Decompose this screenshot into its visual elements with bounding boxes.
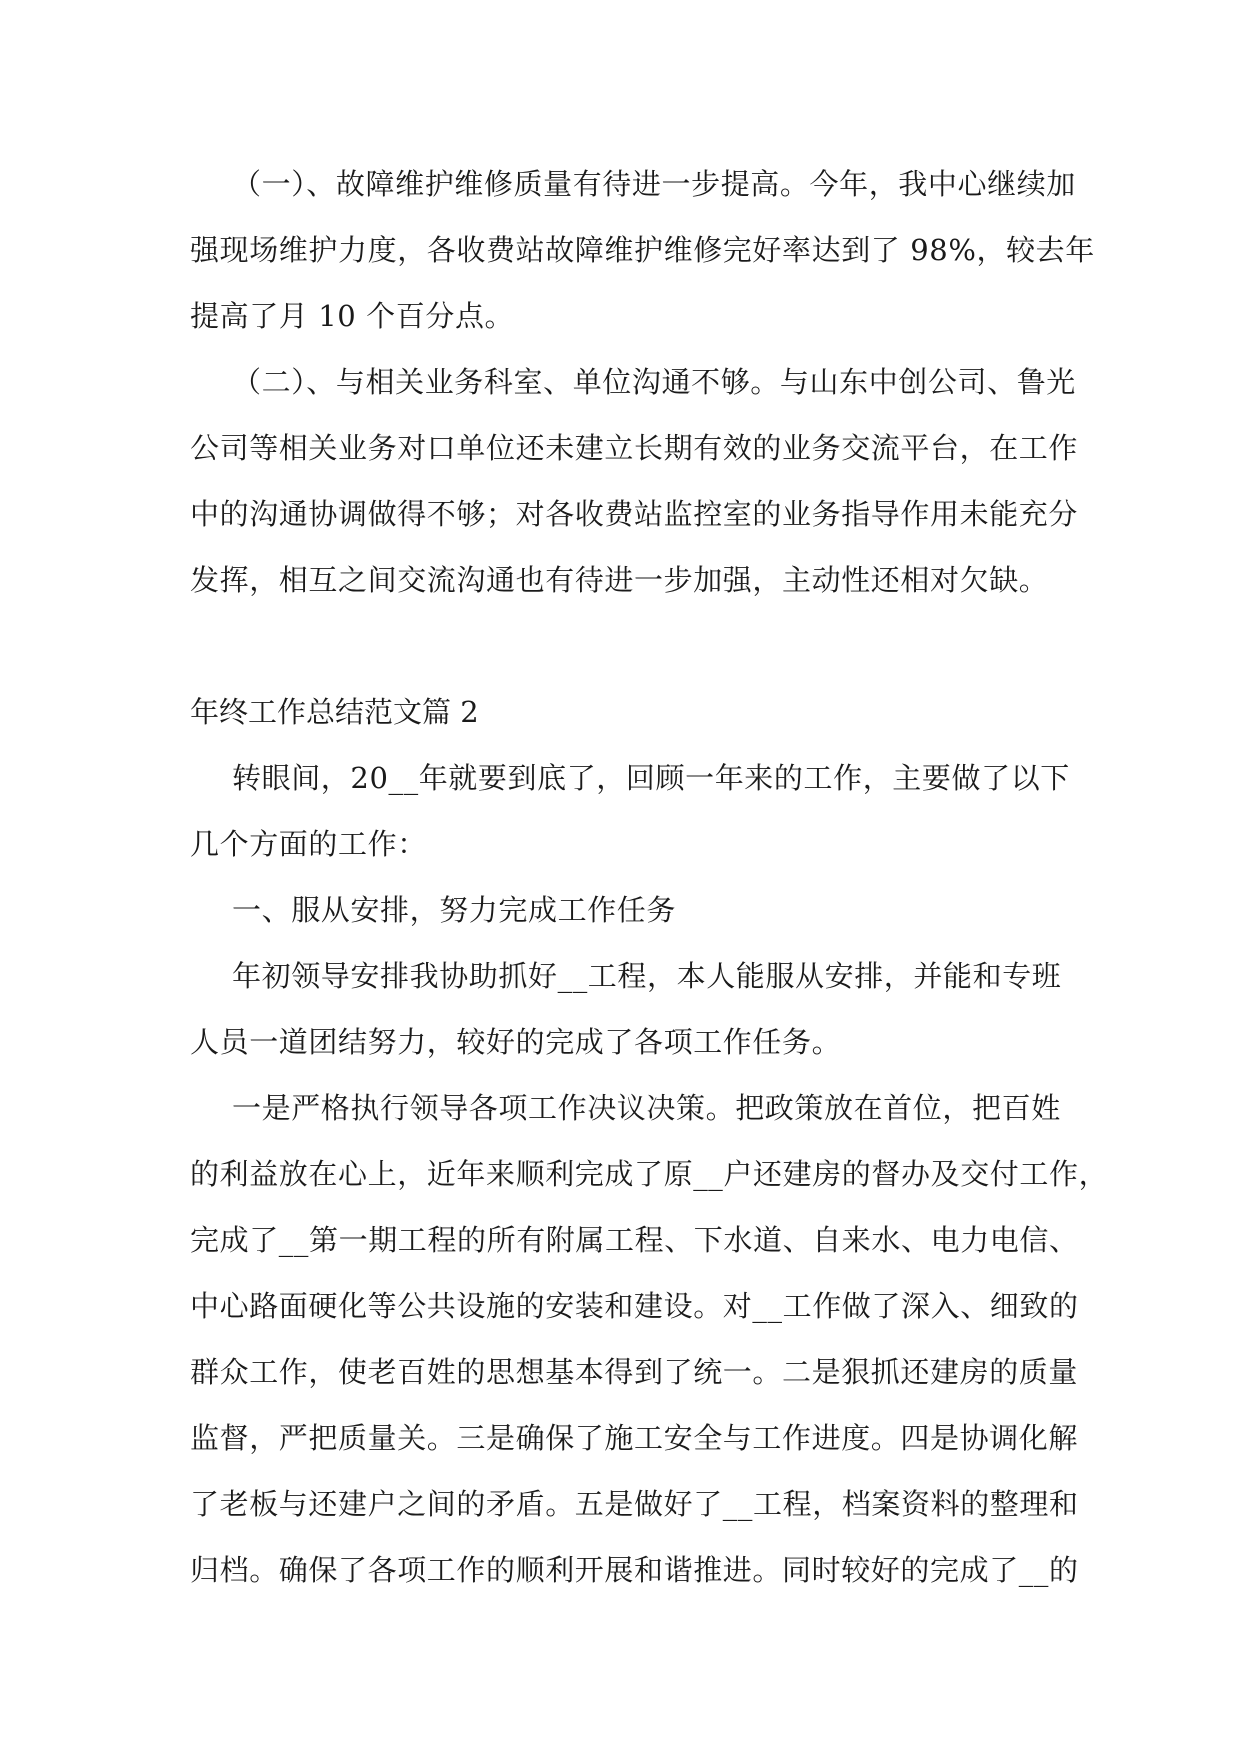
paragraph-communication-line: 中的沟通协调做得不够；对各收费站监控室的业务指导作用未能充分 (190, 497, 1079, 531)
paragraph-project-assist-line: 人员一道团结努力，较好的完成了各项工作任务。 (190, 1025, 842, 1059)
paragraph-fault-maintenance-line: （一）、故障维护维修质量有待进一步提高。今年，我中心继续加 (232, 167, 1076, 201)
paragraph-fault-maintenance-line: 强现场维护力度，各收费站故障维护维修完好率达到了 98%，较去年 (190, 233, 1095, 267)
paragraph-communication-line: 发挥，相互之间交流沟通也有待进一步加强，主动性还相对欠缺。 (190, 563, 1049, 597)
paragraph-fault-maintenance-line: 提高了月 10 个百分点。 (190, 299, 515, 333)
paragraph-communication-line: 公司等相关业务对口单位还未建立长期有效的业务交流平台，在工作 (190, 431, 1079, 465)
paragraph-policy-execution-line: 群众工作，使老百姓的思想基本得到了统一。二是狠抓还建房的质量 (190, 1355, 1079, 1389)
paragraph-intro-line: 转眼间，20__年就要到底了，回顾一年来的工作，主要做了以下 (232, 761, 1070, 795)
paragraph-project-assist-line: 年初领导安排我协助抓好__工程，本人能服从安排，并能和专班 (232, 959, 1062, 993)
paragraph-communication-line: （二）、与相关业务科室、单位沟通不够。与山东中创公司、鲁光 (232, 365, 1076, 399)
paragraph-policy-execution-line: 了老板与还建户之间的矛盾。五是做好了__工程，档案资料的整理和 (190, 1487, 1079, 1521)
paragraph-subheading-one: 一、服从安排，努力完成工作任务 (232, 893, 677, 927)
paragraph-policy-execution-line: 中心路面硬化等公共设施的安装和建设。对__工作做了深入、细致的 (190, 1289, 1079, 1323)
paragraph-policy-execution-line: 归档。确保了各项工作的顺利开展和谐推进。同时较好的完成了__的 (190, 1553, 1079, 1587)
paragraph-policy-execution-line: 完成了__第一期工程的所有附属工程、下水道、自来水、电力电信、 (190, 1223, 1079, 1257)
paragraph-policy-execution-line: 监督，严把质量关。三是确保了施工安全与工作进度。四是协调化解 (190, 1421, 1079, 1455)
paragraph-intro-line: 几个方面的工作： (190, 827, 427, 861)
paragraph-policy-execution-line: 的利益放在心上，近年来顺利完成了原__户还建房的督办及交付工作， (190, 1157, 1109, 1191)
section-title: 年终工作总结范文篇 2 (190, 695, 479, 729)
paragraph-policy-execution-line: 一是严格执行领导各项工作决议决策。把政策放在首位，把百姓 (232, 1091, 1061, 1125)
